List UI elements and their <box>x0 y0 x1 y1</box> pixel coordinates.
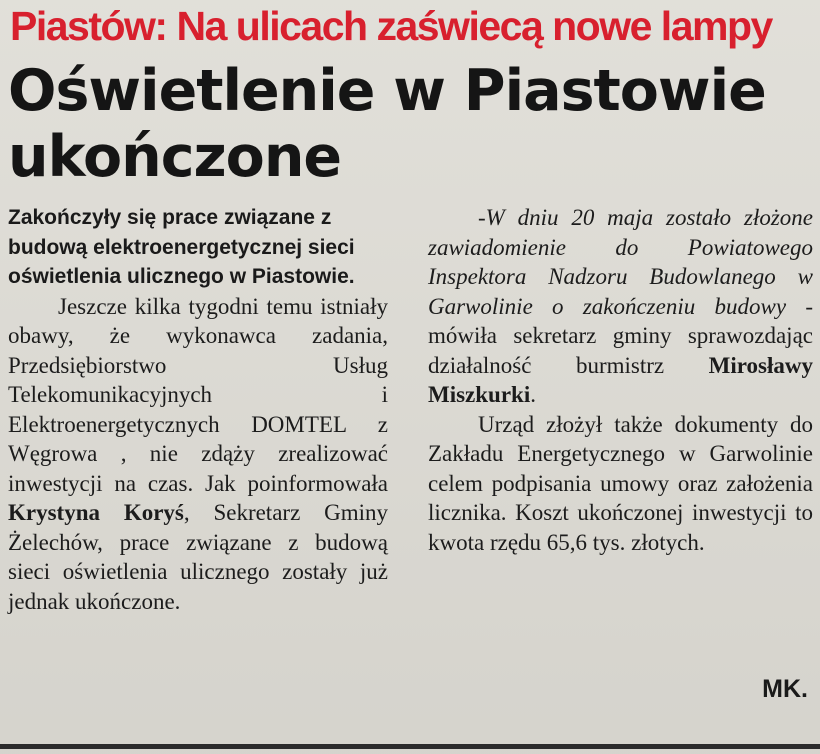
bottom-rule <box>0 744 820 749</box>
paragraph-1 <box>8 292 388 617</box>
paragraph-2-text-a: -mówiła sekretarz gminy sprawozdając działalność burmistrz <box>428 293 813 378</box>
paragraph-2-text-b: . <box>530 382 536 407</box>
paragraph-1-text-a: Jeszcze kilka tygodni temu istniały obawy, że wykonawca zadania, Przedsiębiorstwo Usług Telekomunikacyjnych i Elektroenergetycznych DOMTEL z Węgrowa , nie zdąży zrealizować inwestycji na czas. Jak poinformowała <box>8 293 388 496</box>
right-column <box>428 203 813 557</box>
article-headline: Oświetlenie w Piastowie ukończone <box>8 58 766 190</box>
article-kicker: Piastów: Na ulicach zaświecą nowe lampy <box>10 3 772 49</box>
article-lead: Zakończyły się prace związane z budową elektroenergetycznej sieci oświetlenia ulicznego w Piastowie. <box>8 206 355 288</box>
paragraph-1-text-b: , Sekretarz Gminy Żelechów, prace związane z budową sieci oświetlenia ulicznego zostały już jednak ukończone. <box>8 500 388 614</box>
left-column <box>8 203 388 616</box>
paragraph-3: Urząd złożył także dokumenty do Zakładu Energetycznego w Garwolinie celem podpisania umowy oraz założenia licznika. Koszt ukończonej inwestycji to kwota rzędu 65,6 tys. złotych. <box>428 411 813 555</box>
paragraph-2 <box>428 203 813 410</box>
person-name-koryś: Krystyna Koryś <box>8 500 184 525</box>
paragraph-2-quote: -W dniu 20 maja zostało złożone zawiadomienie do Powiatowego Inspektora Nadzoru Budowlanego w Garwolinie o zakończeniu budowy <box>428 205 813 319</box>
person-name-miszkurka: Mirosławy Miszkurki <box>428 352 813 407</box>
author-signature: MK. <box>762 675 808 703</box>
